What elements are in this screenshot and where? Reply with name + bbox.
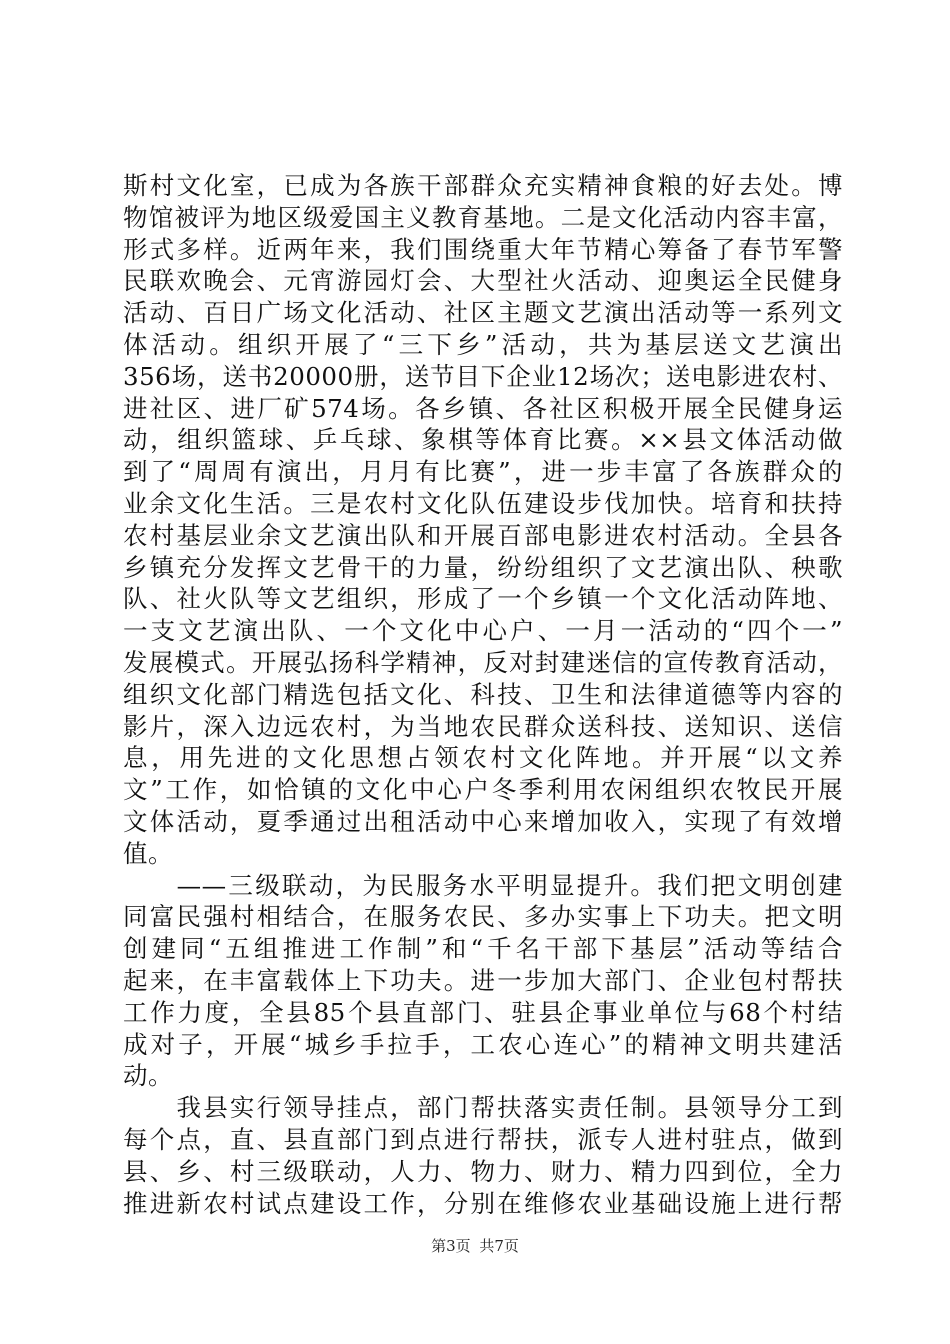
text-line: 工作力度，全县85个县直部门、驻县企事业单位与68个村结 <box>123 997 843 1027</box>
text-line: 推进新农村试点建设工作，分别在维修农业基础设施上进行帮 <box>123 1188 843 1218</box>
page-footer <box>0 1236 950 1256</box>
text-line: 斯村文化室，已成为各族干部群众充实精神食粮的好去处。博 <box>123 171 843 200</box>
text-line: 动，组织篮球、乒乓球、象棋等体育比赛。××县文体活动做 <box>123 425 843 455</box>
text-line: 息，用先进的文化思想占领农村文化阵地。并开展“以文养 <box>123 743 843 773</box>
text-line: 物馆被评为地区级爱国主义教育基地。二是文化活动内容丰富， <box>123 202 843 232</box>
text-line: ——三级联动，为民服务水平明显提升。我们把文明创建 <box>123 870 843 900</box>
text-line: 每个点，直、县直部门到点进行帮扶，派专人进村驻点，做到 <box>123 1124 843 1154</box>
text-line: 活动、百日广场文化活动、社区主题文艺演出活动等一系列文 <box>123 298 843 328</box>
text-line: 形式多样。近两年来，我们围绕重大年节精心筹备了春节军警 <box>123 234 843 264</box>
text-line: 体活动。组织开展了“三下乡”活动，共为基层送文艺演出 <box>123 329 843 359</box>
text-line: 创建同“五组推进工作制”和“千名干部下基层”活动等结合 <box>123 934 843 964</box>
text-line: 组织文化部门精选包括文化、科技、卫生和法律道德等内容的 <box>123 679 843 709</box>
text-line: 县、乡、村三级联动，人力、物力、财力、精力四到位，全力 <box>123 1156 843 1186</box>
text-line: 成对子，开展“城乡手拉手，工农心连心”的精神文明共建活 <box>123 1029 843 1059</box>
text-line: 农村基层业余文艺演出队和开展百部电影进农村活动。全县各 <box>123 520 843 550</box>
text-line: 民联欢晚会、元宵游园灯会、大型社火活动、迎奥运全民健身 <box>123 266 843 296</box>
text-line: 一支文艺演出队、一个文化中心户、一月一活动的“四个一” <box>123 616 843 646</box>
text-line: 起来，在丰富载体上下功夫。进一步加大部门、企业包村帮扶 <box>123 965 843 995</box>
text-line: 我县实行领导挂点，部门帮扶落实责任制。县领导分工到 <box>123 1093 843 1123</box>
text-line: 文体活动，夏季通过出租活动中心来增加收入，实现了有效增 <box>123 806 843 836</box>
text-line: 值。 <box>123 838 173 868</box>
text-line: 进社区、进厂矿574场。各乡镇、各社区积极开展全民健身运 <box>123 393 843 423</box>
body-text <box>123 170 843 1219</box>
text-line: 同富民强村相结合，在服务农民、多办实事上下功夫。把文明 <box>123 902 843 932</box>
text-line: 乡镇充分发挥文艺骨干的力量，纷纷组织了文艺演出队、秧歌 <box>123 552 843 582</box>
page-number: 第3页 <box>431 1237 471 1255</box>
text-line: 356场，送书20000册，送节目下企业12场次；送电影进农村、 <box>123 361 843 391</box>
total-pages: 共7页 <box>479 1237 519 1255</box>
text-line: 业余文化生活。三是农村文化队伍建设步伐加快。培育和扶持 <box>123 488 843 518</box>
text-line: 影片，深入边远农村，为当地农民群众送科技、送知识、送信 <box>123 711 843 741</box>
text-line: 文”工作，如恰镇的文化中心户冬季利用农闲组织农牧民开展 <box>123 775 843 805</box>
text-line: 队、社火队等文艺组织，形成了一个乡镇一个文化活动阵地、 <box>123 584 843 614</box>
text-line: 到了“周周有演出，月月有比赛”，进一步丰富了各族群众的 <box>123 457 843 487</box>
text-line: 发展模式。开展弘扬科学精神，反对封建迷信的宣传教育活动， <box>123 647 843 677</box>
text-line: 动。 <box>123 1061 173 1091</box>
